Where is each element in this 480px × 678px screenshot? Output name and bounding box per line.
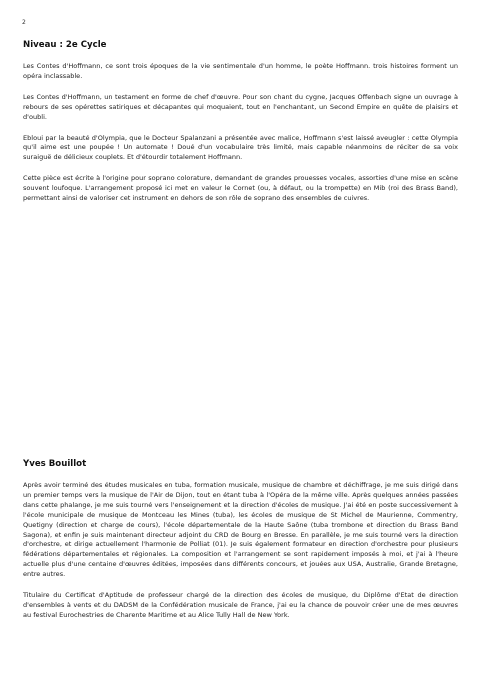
niveau-paragraph-1: Les Contes d'Hoffmann, ce sont trois époques de la vie sentimentale d'un homme, le poète Hoffmann. trois histoires forment un opéra inclassable. [23,62,458,80]
author-heading: Yves Bouillot [23,459,87,469]
niveau-paragraph-4: Cette pièce est écrite à l'origine pour soprano colorature, demandant de grandes prouesses vocales, assorties d'une mise en scène souvent loufoque. L'arrangement proposé ici met en valeur le Cornet (ou, à défaut, ou la trompette) en Mib (roi des Brass Band), permettant ainsi de valoriser cet instrument en dehors de son rôle de soprano des ensembles de cuivres. [23,174,458,203]
niveau-heading: Niveau : 2e Cycle [23,40,107,50]
niveau-paragraph-3: Ebloui par la beauté d'Olympia, que le Docteur Spalanzani a présentée avec malice, Hoffmann s'est laissé aveugler : cette Olympia qu'il aime est une poupée ! Un automate ! Doué d'un vocabulaire très limité, mais capable néanmoins de réciter de sa voix suraiguë de délicieux couplets. Et d'étourdir totalement Hoffmann. [23,133,458,162]
niveau-paragraph-2: Les Contes d'Hoffmann, un testament en forme de chef d'œuvre. Pour son chant du cygne, Jacques Offenbach signe un ouvrage à rebours de ses opérettes satiriques et décapantes qui moquaient, tout en l'enchantant, un Second Empire en quête de plaisirs et d'oubli. [23,92,458,121]
page-number: 2 [22,19,26,26]
author-paragraph-1: Après avoir terminé des études musicales en tuba, formation musicale, musique de chambre et déchiffrage, je me suis dirigé dans un premier temps vers la musique de l'Air de Dijon, tout en étant tuba à l'Opéra de la même ville. Après quelques années passées dans cette phalange, je me suis tourné vers l'enseignement et la direction d'écoles de musique. J'ai été en poste successivement à l'école municipale de musique de Montceau les Mines (tuba), les écoles de musique de St Michel de Maurienne, Commentry, Quetigny (direction et charge de cours), l'école départementale de la Haute Saône (tuba trombone et direction du Brass Band Sagona), et enfin je suis maintenant directeur adjoint du CRD de Bourg en Bresse. En parallèle, je me suis tourné vers la direction d'orchestre, et dirige actuellement l'harmonie de Polliat (01). Je suis également formateur en direction d'orchestre pour plusieurs fédérations départementales et régionales. La composition et l'arrangement se sont rapidement imposés à moi, et j'ai à l'heure actuelle plus d'une centaine d'œuvres éditées, imposées dans différents concours, et jouées aux USA, Australie, Grande Bretagne, entre autres. [23,481,458,579]
niveau-section [23,40,458,215]
author-section [23,459,458,632]
author-paragraph-2: Titulaire du Certificat d'Aptitude de professeur chargé de la direction des écoles de musique, du Diplôme d'Etat de direction d'ensembles à vents et du DADSM de la Confédération musicale de France, j'ai eu la chance de pouvoir créer une de mes œuvres au festival Eurochestries de Charente Maritime et au Alice Tully Hall de New York. [23,591,458,619]
